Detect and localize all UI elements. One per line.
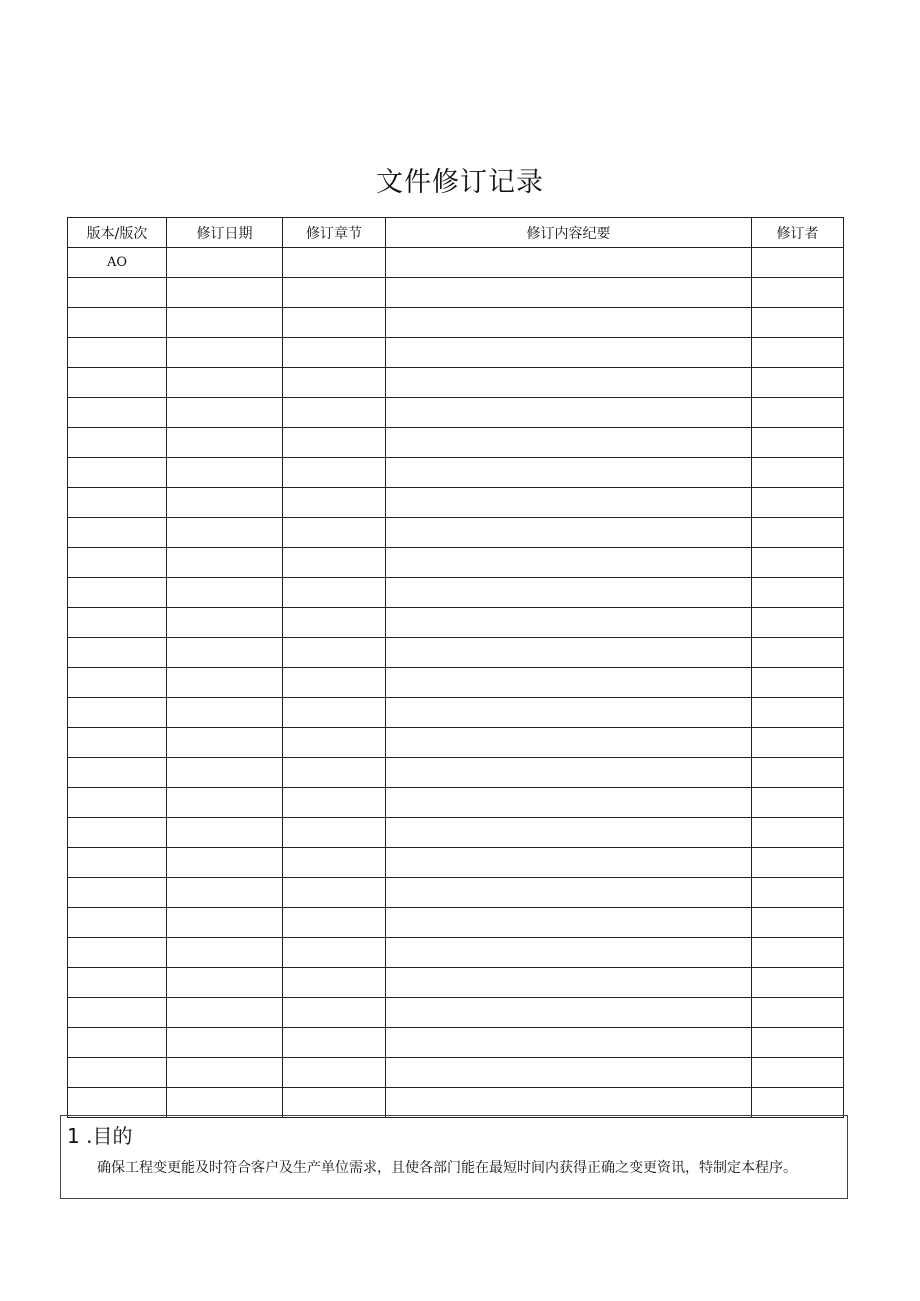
cell-version	[68, 398, 167, 428]
cell-revision-section	[283, 818, 386, 848]
table-row	[68, 728, 844, 758]
cell-revision-date	[167, 578, 283, 608]
table-row	[68, 968, 844, 998]
cell-revision-date	[167, 608, 283, 638]
cell-reviser	[752, 1028, 844, 1058]
cell-revision-date	[167, 338, 283, 368]
cell-revision-date	[167, 728, 283, 758]
table-row	[68, 668, 844, 698]
cell-revision-section	[283, 488, 386, 518]
table-header-row	[68, 218, 844, 248]
table-row	[68, 548, 844, 578]
header-reviser: 修订者	[752, 218, 844, 248]
cell-revision-date	[167, 428, 283, 458]
cell-revision-summary	[386, 608, 752, 638]
cell-revision-summary	[386, 788, 752, 818]
cell-reviser	[752, 968, 844, 998]
cell-revision-date	[167, 548, 283, 578]
cell-revision-date	[167, 278, 283, 308]
cell-reviser	[752, 848, 844, 878]
cell-version	[68, 368, 167, 398]
cell-revision-section	[283, 1058, 386, 1088]
header-revision-date: 修订日期	[167, 218, 283, 248]
cell-reviser	[752, 548, 844, 578]
cell-revision-section	[283, 698, 386, 728]
table-row	[68, 1028, 844, 1058]
table-row	[68, 758, 844, 788]
cell-reviser	[752, 908, 844, 938]
cell-revision-summary	[386, 848, 752, 878]
cell-revision-summary	[386, 698, 752, 728]
cell-version	[68, 1058, 167, 1088]
page-title: 文件修订记录	[376, 167, 544, 198]
cell-revision-section	[283, 338, 386, 368]
cell-revision-summary	[386, 368, 752, 398]
cell-reviser	[752, 758, 844, 788]
header-revision-section: 修订章节	[283, 218, 386, 248]
cell-version	[68, 908, 167, 938]
cell-revision-summary	[386, 968, 752, 998]
cell-revision-summary	[386, 308, 752, 338]
cell-reviser	[752, 458, 844, 488]
cell-version	[68, 968, 167, 998]
cell-revision-summary	[386, 548, 752, 578]
cell-revision-date	[167, 398, 283, 428]
cell-revision-summary	[386, 488, 752, 518]
cell-reviser	[752, 278, 844, 308]
cell-version	[68, 488, 167, 518]
cell-revision-summary	[386, 908, 752, 938]
table-row	[68, 788, 844, 818]
cell-version	[68, 698, 167, 728]
cell-version	[68, 458, 167, 488]
cell-revision-summary	[386, 518, 752, 548]
cell-revision-section	[283, 638, 386, 668]
cell-reviser	[752, 998, 844, 1028]
table-row	[68, 848, 844, 878]
cell-revision-section	[283, 308, 386, 338]
cell-revision-section	[283, 668, 386, 698]
cell-version	[68, 788, 167, 818]
cell-version	[68, 308, 167, 338]
table-row	[68, 878, 844, 908]
section-heading: 1 .目的	[67, 1124, 133, 1148]
cell-version	[68, 638, 167, 668]
cell-reviser	[752, 248, 844, 278]
table-row	[68, 488, 844, 518]
cell-version	[68, 878, 167, 908]
cell-revision-summary	[386, 818, 752, 848]
cell-reviser	[752, 488, 844, 518]
cell-version	[68, 578, 167, 608]
cell-reviser	[752, 428, 844, 458]
cell-revision-summary	[386, 458, 752, 488]
table-row	[68, 398, 844, 428]
table-row	[68, 938, 844, 968]
table-row	[68, 308, 844, 338]
cell-reviser	[752, 608, 844, 638]
cell-reviser	[752, 638, 844, 668]
cell-revision-section	[283, 968, 386, 998]
cell-revision-summary	[386, 578, 752, 608]
cell-version	[68, 998, 167, 1028]
cell-version	[68, 608, 167, 638]
cell-reviser	[752, 368, 844, 398]
table-row	[68, 428, 844, 458]
revision-table	[67, 217, 844, 1118]
cell-reviser	[752, 668, 844, 698]
cell-version	[68, 848, 167, 878]
cell-revision-date	[167, 368, 283, 398]
cell-revision-summary	[386, 668, 752, 698]
cell-revision-section	[283, 458, 386, 488]
cell-revision-summary	[386, 938, 752, 968]
cell-revision-section	[283, 248, 386, 278]
cell-revision-date	[167, 518, 283, 548]
cell-reviser	[752, 878, 844, 908]
cell-revision-summary	[386, 278, 752, 308]
cell-reviser	[752, 818, 844, 848]
cell-revision-date	[167, 308, 283, 338]
cell-reviser	[752, 698, 844, 728]
cell-revision-date	[167, 458, 283, 488]
cell-revision-date	[167, 1088, 283, 1118]
cell-revision-section	[283, 998, 386, 1028]
cell-revision-summary	[386, 878, 752, 908]
table-row	[68, 248, 844, 278]
cell-revision-date	[167, 818, 283, 848]
cell-revision-section	[283, 518, 386, 548]
table-row	[68, 1058, 844, 1088]
cell-revision-summary	[386, 758, 752, 788]
cell-revision-summary	[386, 398, 752, 428]
cell-revision-section	[283, 728, 386, 758]
cell-revision-section	[283, 278, 386, 308]
section-body: 确保工程变更能及时符合客户及生产单位需求，且使各部门能在最短时间内获得正确之变更资讯，特制定本程序。	[97, 1160, 797, 1176]
cell-version	[68, 938, 167, 968]
table-row	[68, 818, 844, 848]
cell-version	[68, 1028, 167, 1058]
cell-version	[68, 1088, 167, 1118]
cell-revision-section	[283, 938, 386, 968]
cell-revision-summary	[386, 248, 752, 278]
cell-reviser	[752, 728, 844, 758]
table-row	[68, 698, 844, 728]
cell-revision-section	[283, 1088, 386, 1118]
cell-revision-section	[283, 368, 386, 398]
table-row	[68, 518, 844, 548]
cell-revision-section	[283, 878, 386, 908]
cell-revision-date	[167, 698, 283, 728]
cell-revision-date	[167, 848, 283, 878]
cell-version	[68, 758, 167, 788]
cell-revision-date	[167, 488, 283, 518]
cell-revision-summary	[386, 728, 752, 758]
cell-reviser	[752, 518, 844, 548]
cell-version	[68, 278, 167, 308]
cell-reviser	[752, 1058, 844, 1088]
cell-revision-section	[283, 578, 386, 608]
table-row	[68, 998, 844, 1028]
cell-reviser	[752, 578, 844, 608]
cell-version	[68, 518, 167, 548]
cell-revision-date	[167, 758, 283, 788]
cell-version	[68, 668, 167, 698]
table-row	[68, 278, 844, 308]
header-revision-summary: 修订内容纪要	[386, 218, 752, 248]
table-row	[68, 338, 844, 368]
cell-version: AO	[68, 248, 167, 278]
table-row	[68, 1088, 844, 1118]
cell-revision-section	[283, 428, 386, 458]
cell-revision-summary	[386, 1028, 752, 1058]
cell-revision-summary	[386, 428, 752, 458]
cell-revision-date	[167, 668, 283, 698]
table-row	[68, 638, 844, 668]
table-row	[68, 458, 844, 488]
cell-revision-section	[283, 848, 386, 878]
cell-version	[68, 818, 167, 848]
cell-revision-section	[283, 788, 386, 818]
cell-reviser	[752, 788, 844, 818]
cell-version	[68, 548, 167, 578]
purpose-section	[60, 1115, 848, 1199]
cell-revision-date	[167, 788, 283, 818]
cell-version	[68, 338, 167, 368]
table-row	[68, 608, 844, 638]
cell-revision-date	[167, 998, 283, 1028]
table-row	[68, 578, 844, 608]
cell-revision-date	[167, 968, 283, 998]
cell-revision-date	[167, 878, 283, 908]
cell-reviser	[752, 338, 844, 368]
cell-revision-section	[283, 758, 386, 788]
cell-revision-date	[167, 248, 283, 278]
cell-version	[68, 728, 167, 758]
cell-version	[68, 428, 167, 458]
header-version: 版本/版次	[68, 218, 167, 248]
cell-revision-section	[283, 908, 386, 938]
table-row	[68, 908, 844, 938]
cell-revision-date	[167, 1058, 283, 1088]
cell-revision-summary	[386, 1088, 752, 1118]
cell-reviser	[752, 398, 844, 428]
cell-revision-date	[167, 638, 283, 668]
cell-reviser	[752, 308, 844, 338]
cell-revision-section	[283, 1028, 386, 1058]
cell-reviser	[752, 1088, 844, 1118]
cell-revision-date	[167, 938, 283, 968]
cell-revision-summary	[386, 638, 752, 668]
cell-revision-section	[283, 608, 386, 638]
cell-revision-date	[167, 1028, 283, 1058]
table-row	[68, 368, 844, 398]
cell-revision-summary	[386, 338, 752, 368]
cell-reviser	[752, 938, 844, 968]
cell-revision-summary	[386, 1058, 752, 1088]
cell-revision-summary	[386, 998, 752, 1028]
cell-revision-section	[283, 548, 386, 578]
cell-revision-section	[283, 398, 386, 428]
cell-revision-date	[167, 908, 283, 938]
